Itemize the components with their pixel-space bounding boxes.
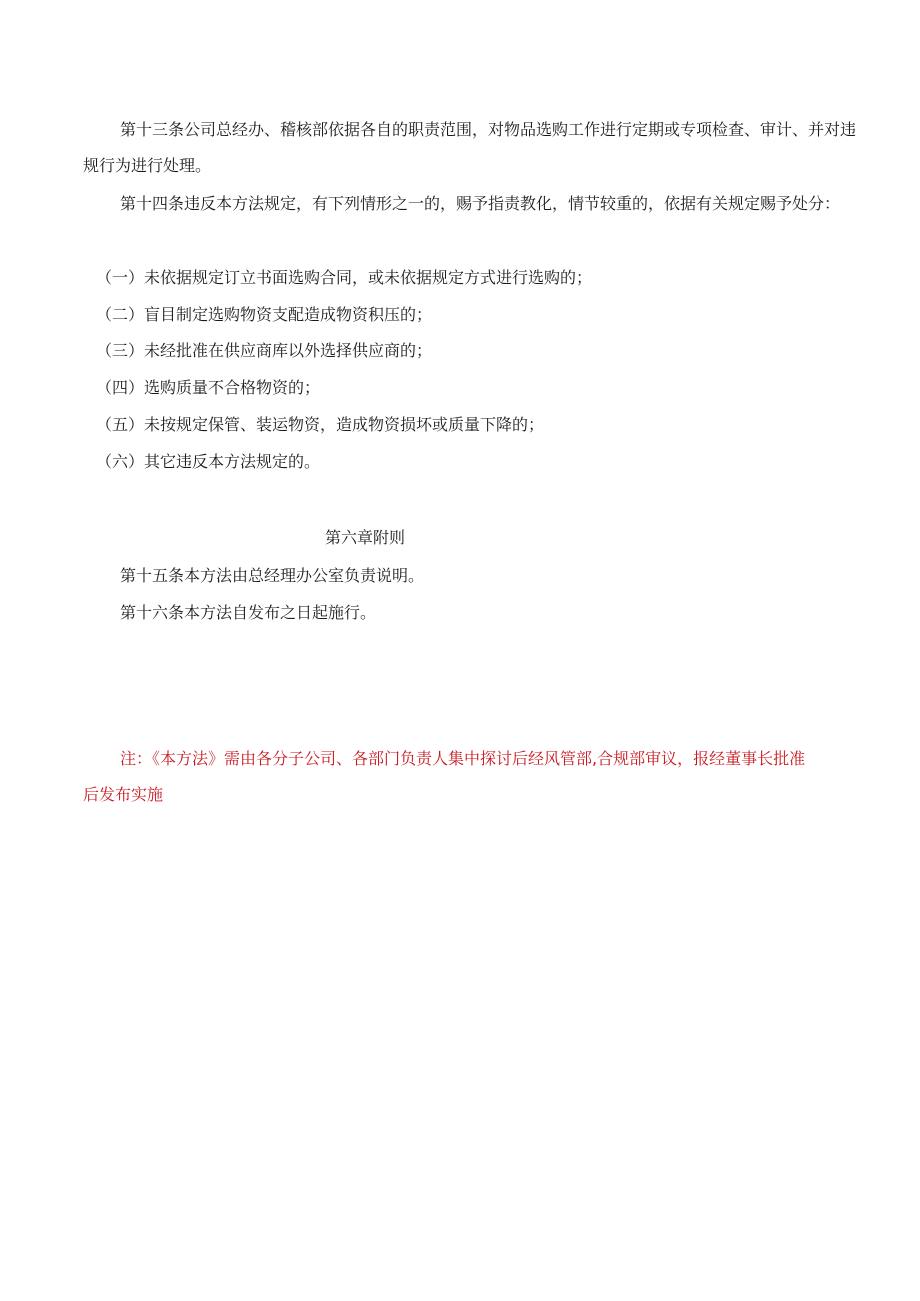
list-item: （三）未经批准在供应商库以外选择供应商的； (96, 341, 433, 360)
approval-note: 注：《本方法》需由各分子公司、各部门负责人集中探讨后经风管部,合规部审议，报经董事长批准后发布实施 (83, 749, 806, 804)
list-item: （二）盲目制定选购物资支配造成物资积压的； (96, 305, 433, 324)
chapter-title: 第六章附则 (324, 528, 405, 547)
list-item: （五）未按规定保管、装运物资，造成物资损坏或质量下降的； (96, 415, 545, 434)
article-14: 第十四条违反本方法规定，有下列情形之一的，赐予指责教化，情节较重的，依据有关规定赐予处分： (120, 194, 841, 213)
article-13: 第十三条公司总经办、稽核部依据各自的职责范围，对物品选购工作进行定期或专项检查、审计、并对违规行为进行处理。 (83, 120, 857, 175)
list-item: （六）其它违反本方法规定的。 (96, 452, 321, 471)
article-16: 第十六条本方法自发布之日起施行。 (120, 603, 377, 622)
list-item: （四）选购质量不合格物资的； (96, 378, 321, 397)
list-item: （一）未依据规定订立书面选购合同，或未依据规定方式进行选购的； (96, 268, 593, 287)
article-15: 第十五条本方法由总经理办公室负责说明。 (120, 566, 425, 585)
